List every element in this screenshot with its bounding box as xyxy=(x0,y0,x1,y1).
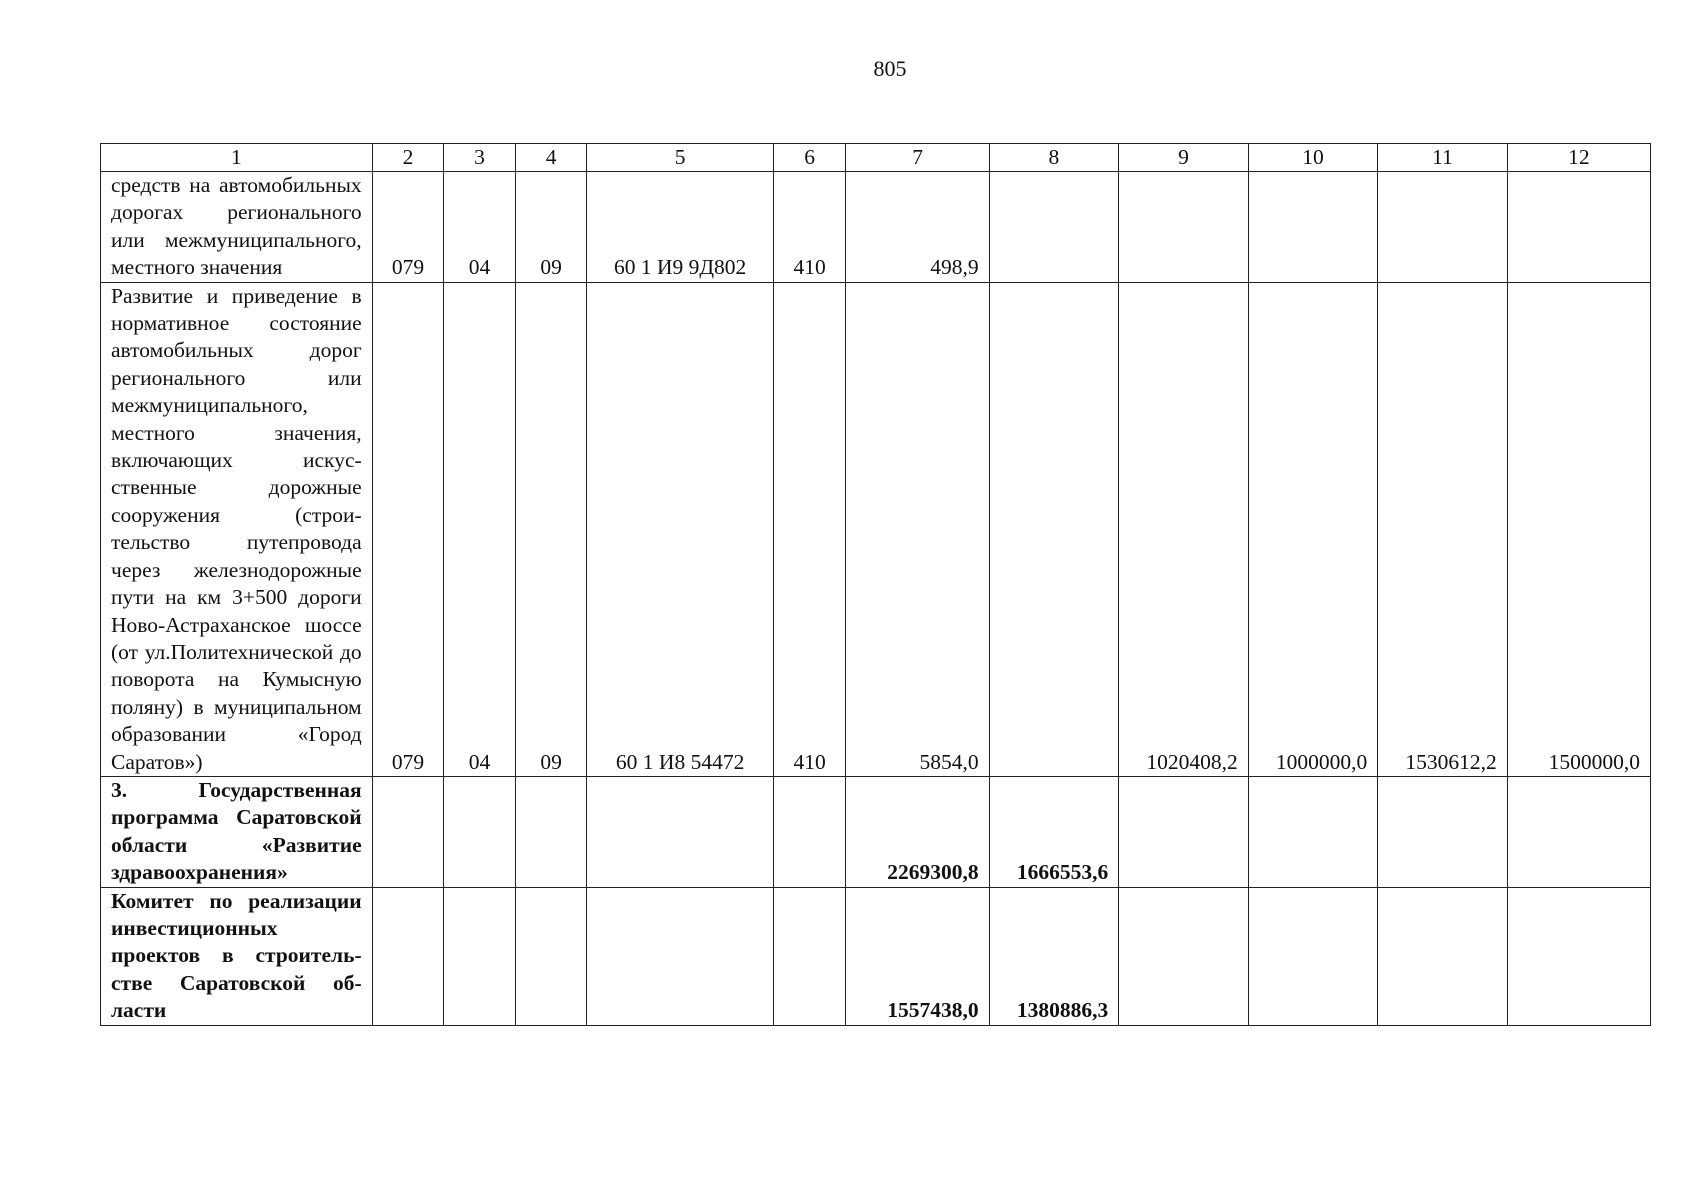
amount-col-11 xyxy=(1378,172,1508,283)
column-header-10: 10 xyxy=(1248,144,1378,172)
column-header-5: 5 xyxy=(587,144,773,172)
amount-col-12 xyxy=(1507,887,1650,1025)
target-article-code: 60 1 И9 9Д802 xyxy=(587,172,773,283)
column-header-6: 6 xyxy=(773,144,846,172)
ministry-code: 079 xyxy=(372,172,444,283)
ministry-code: 079 xyxy=(372,282,444,776)
column-header-1: 1 xyxy=(101,144,373,172)
amount-col-10 xyxy=(1248,776,1378,887)
column-header-8: 8 xyxy=(989,144,1119,172)
amount-col-9 xyxy=(1119,776,1249,887)
ministry-code xyxy=(372,887,444,1025)
amount-col-10 xyxy=(1248,172,1378,283)
subsection-code: 09 xyxy=(515,282,587,776)
amount-col-10: 1000000,0 xyxy=(1248,282,1378,776)
column-header-9: 9 xyxy=(1119,144,1249,172)
column-header-4: 4 xyxy=(515,144,587,172)
amount-col-12: 1500000,0 xyxy=(1507,282,1650,776)
budget-table xyxy=(100,143,1651,1026)
row-description: Развитие и приведение в нормативное состояние автомобильных дорог регионального или межмуниципального, местного значения, включающих искусственные дорожные сооружения (строительство путепровода через железнодорожные пути на км 3+500 дороги Ново-Астраханское шоссе (от ул.Политехнической до поворота на Кумысную поляну) в муниципальном образовании «Город Саратов») xyxy=(101,282,373,776)
amount-col-7: 5854,0 xyxy=(846,282,989,776)
ministry-code xyxy=(372,776,444,887)
table-row xyxy=(101,282,1651,776)
expense-type-code xyxy=(773,887,846,1025)
table-row xyxy=(101,172,1651,283)
amount-col-7: 2269300,8 xyxy=(846,776,989,887)
amount-col-11 xyxy=(1378,887,1508,1025)
expense-type-code: 410 xyxy=(773,282,846,776)
row-description: средств на автомобильных дорогах регионального или межмуниципального, местного значения xyxy=(101,172,373,283)
amount-col-11 xyxy=(1378,776,1508,887)
subsection-code xyxy=(515,887,587,1025)
target-article-code: 60 1 И8 54472 xyxy=(587,282,773,776)
column-header-7: 7 xyxy=(846,144,989,172)
subsection-code xyxy=(515,776,587,887)
amount-col-8: 1666553,6 xyxy=(989,776,1119,887)
section-code xyxy=(444,776,516,887)
amount-col-11: 1530612,2 xyxy=(1378,282,1508,776)
row-description: 3. Государственная программа Саратовской области «Развитие здравоохранения» xyxy=(101,776,373,887)
amount-col-8 xyxy=(989,172,1119,283)
row-description: Комитет по реализации инвестиционных проектов в строительстве Саратовской области xyxy=(101,887,373,1025)
amount-col-10 xyxy=(1248,887,1378,1025)
section-code xyxy=(444,887,516,1025)
amount-col-7: 498,9 xyxy=(846,172,989,283)
page-number: 805 xyxy=(873,56,907,81)
amount-col-7: 1557438,0 xyxy=(846,887,989,1025)
column-header-2: 2 xyxy=(372,144,444,172)
section-code: 04 xyxy=(444,172,516,283)
amount-col-9 xyxy=(1119,887,1249,1025)
column-header-11: 11 xyxy=(1378,144,1508,172)
amount-col-8 xyxy=(989,282,1119,776)
expense-type-code: 410 xyxy=(773,172,846,283)
target-article-code xyxy=(587,887,773,1025)
target-article-code xyxy=(587,776,773,887)
table-row xyxy=(101,776,1651,887)
section-code: 04 xyxy=(444,282,516,776)
column-header-3: 3 xyxy=(444,144,516,172)
subsection-code: 09 xyxy=(515,172,587,283)
amount-col-12 xyxy=(1507,172,1650,283)
column-header-12: 12 xyxy=(1507,144,1650,172)
amount-col-12 xyxy=(1507,776,1650,887)
amount-col-9: 1020408,2 xyxy=(1119,282,1249,776)
amount-col-8: 1380886,3 xyxy=(989,887,1119,1025)
expense-type-code xyxy=(773,776,846,887)
table-row xyxy=(101,887,1651,1025)
amount-col-9 xyxy=(1119,172,1249,283)
column-number-row xyxy=(101,144,1651,172)
